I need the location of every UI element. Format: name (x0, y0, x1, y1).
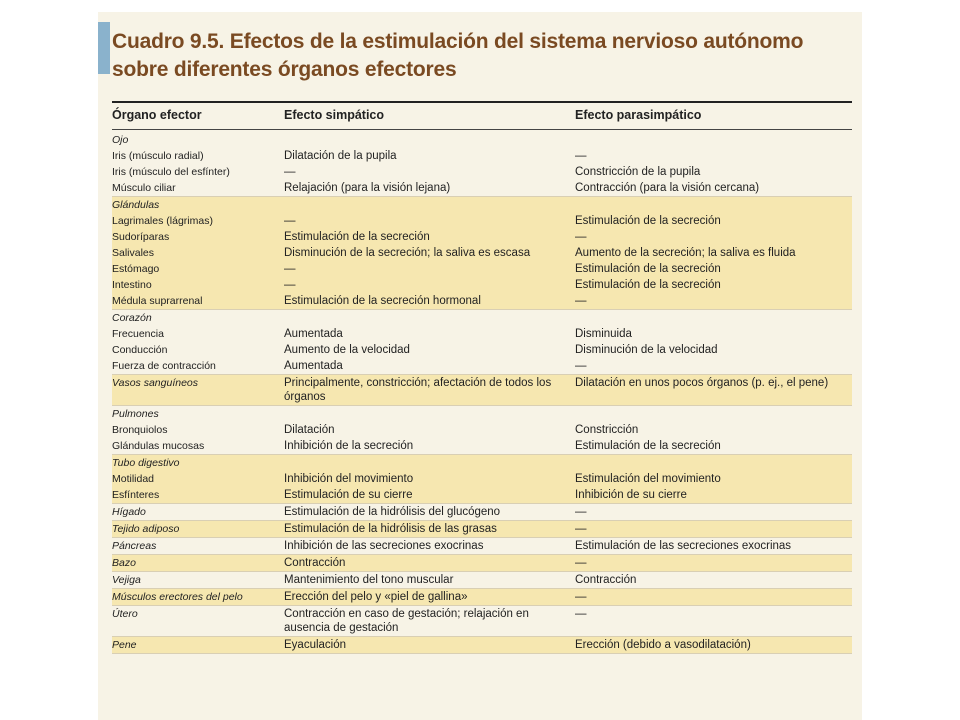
table-row (112, 637, 852, 653)
parasympathetic-cell: Estimulación de la secreción (575, 279, 721, 291)
organ-cell: Frecuencia (112, 328, 164, 340)
organ-cell: Hígado (112, 506, 146, 518)
sympathetic-cell: Estimulación de la hidrólisis del glucógeno (284, 506, 501, 518)
sympathetic-cell: — (284, 166, 296, 178)
title-line-1: Cuadro 9.5. Efectos de la estimulación del sistema nervioso autónomo (112, 30, 804, 53)
parasympathetic-cell: Estimulación de la secreción (575, 215, 721, 227)
table-row (112, 589, 852, 605)
sympathetic-cell: — (284, 263, 296, 275)
table-group (112, 521, 852, 538)
table-group (112, 455, 852, 504)
document-page (98, 12, 862, 720)
organ-group-label: Tubo digestivo (112, 457, 180, 469)
title-line-2: sobre diferentes órganos efectores (112, 58, 457, 81)
parasympathetic-cell: Erección (debido a vasodilatación) (575, 639, 751, 651)
header-organ: Órgano efector (112, 108, 202, 122)
table-row (112, 555, 852, 571)
table-row (112, 180, 852, 196)
organ-cell: Motilidad (112, 473, 155, 485)
parasympathetic-cell: Disminuida (575, 328, 632, 340)
table-row (112, 326, 852, 342)
organ-cell: Iris (músculo del esfínter) (112, 166, 230, 178)
table-row (112, 245, 852, 261)
sympathetic-cell: Eyaculación (284, 639, 347, 651)
sympathetic-cell: — (284, 279, 296, 291)
organ-cell: Lagrimales (lágrimas) (112, 215, 213, 227)
table-group (112, 606, 852, 637)
organ-cell: Conducción (112, 344, 168, 356)
sympathetic-cell: Aumentada (284, 328, 343, 340)
sympathetic-cell: Principalmente, constricción; afectación de todos los órganos (284, 377, 552, 403)
table-row (112, 487, 852, 503)
table-group (112, 637, 852, 654)
sympathetic-cell: Aumento de la velocidad (284, 344, 410, 356)
table-row (112, 572, 852, 588)
table-row (112, 422, 852, 438)
table-row (112, 213, 852, 229)
parasympathetic-cell: Contracción (para la visión cercana) (575, 182, 760, 194)
organ-cell: Páncreas (112, 540, 157, 552)
table-row (112, 538, 852, 554)
sympathetic-cell: Estimulación de la secreción hormonal (284, 295, 481, 307)
table-row (112, 358, 852, 374)
sympathetic-cell: Inhibición de las secreciones exocrinas (284, 540, 484, 552)
parasympathetic-cell: Aumento de la secreción; la saliva es fluida (575, 247, 796, 259)
parasympathetic-cell: — (575, 150, 587, 162)
table-group (112, 504, 852, 521)
sympathetic-cell: Relajación (para la visión lejana) (284, 182, 451, 194)
parasympathetic-cell: Disminución de la velocidad (575, 344, 718, 356)
sympathetic-cell: Dilatación (284, 424, 335, 436)
parasympathetic-cell: — (575, 523, 587, 535)
organ-cell: Esfínteres (112, 489, 160, 501)
sympathetic-cell: Inhibición del movimiento (284, 473, 414, 485)
header-rule (112, 129, 852, 130)
table-group (112, 406, 852, 455)
parasympathetic-cell: Dilatación en unos pocos órganos (p. ej., el pene) (575, 377, 829, 389)
table-title (112, 28, 803, 84)
sympathetic-cell: Estimulación de su cierre (284, 489, 413, 501)
table-group (112, 538, 852, 555)
organ-cell: Salivales (112, 247, 155, 259)
parasympathetic-cell: — (575, 557, 587, 569)
sympathetic-cell: Estimulación de la secreción (284, 231, 430, 243)
table-row (112, 455, 852, 471)
sympathetic-cell: Contracción (284, 557, 346, 569)
organ-group-label: Ojo (112, 134, 129, 146)
parasympathetic-cell: Estimulación de la secreción (575, 440, 721, 452)
effects-table (112, 132, 852, 654)
table-group (112, 132, 852, 197)
organ-cell: Bronquiolos (112, 424, 168, 436)
table-row (112, 438, 852, 454)
table-row (112, 148, 852, 164)
organ-cell: Músculo ciliar (112, 182, 176, 194)
table-row (112, 471, 852, 487)
sympathetic-cell: Estimulación de la hidrólisis de las grasas (284, 523, 497, 535)
parasympathetic-cell: — (575, 295, 587, 307)
organ-group-label: Corazón (112, 312, 152, 324)
organ-cell: Pene (112, 639, 137, 651)
parasympathetic-cell: — (575, 608, 587, 620)
organ-cell: Iris (músculo radial) (112, 150, 204, 162)
parasympathetic-cell: Estimulación del movimiento (575, 473, 721, 485)
table-row (112, 310, 852, 326)
table-group (112, 375, 852, 406)
parasympathetic-cell: Inhibición de su cierre (575, 489, 687, 501)
sympathetic-cell: Disminución de la secreción; la saliva es escasa (284, 247, 531, 259)
sympathetic-cell: Aumentada (284, 360, 343, 372)
organ-cell: Vasos sanguíneos (112, 377, 199, 389)
organ-cell: Sudoríparas (112, 231, 170, 243)
parasympathetic-cell: Constricción de la pupila (575, 166, 701, 178)
sympathetic-cell: — (284, 215, 296, 227)
header-sympathetic: Efecto simpático (284, 108, 385, 122)
table-row (112, 132, 852, 148)
organ-group-label: Glándulas (112, 199, 160, 211)
table-row (112, 342, 852, 358)
sympathetic-cell: Erección del pelo y «piel de gallina» (284, 591, 468, 603)
sympathetic-cell: Mantenimiento del tono muscular (284, 574, 454, 586)
table-row (112, 606, 852, 636)
parasympathetic-cell: — (575, 231, 587, 243)
table-group (112, 555, 852, 572)
parasympathetic-cell: Contracción (575, 574, 637, 586)
organ-cell: Músculos erectores del pelo (112, 591, 243, 603)
parasympathetic-cell: Constricción (575, 424, 639, 436)
table-row (112, 406, 852, 422)
table-row (112, 229, 852, 245)
organ-cell: Glándulas mucosas (112, 440, 205, 452)
sympathetic-cell: Dilatación de la pupila (284, 150, 397, 162)
parasympathetic-cell: — (575, 591, 587, 603)
parasympathetic-cell: — (575, 506, 587, 518)
organ-cell: Bazo (112, 557, 136, 569)
organ-group-label: Pulmones (112, 408, 159, 420)
table-row (112, 293, 852, 309)
top-rule (112, 101, 852, 103)
table-group (112, 197, 852, 310)
table-group (112, 589, 852, 606)
table-row (112, 504, 852, 520)
table-row (112, 375, 852, 405)
organ-cell: Fuerza de contracción (112, 360, 216, 372)
organ-cell: Útero (112, 608, 138, 620)
table-row (112, 277, 852, 293)
table-row (112, 197, 852, 213)
table-row (112, 261, 852, 277)
sympathetic-cell: Inhibición de la secreción (284, 440, 414, 452)
parasympathetic-cell: Estimulación de la secreción (575, 263, 721, 275)
organ-cell: Vejiga (112, 574, 141, 586)
organ-cell: Intestino (112, 279, 152, 291)
table-group (112, 572, 852, 589)
table-row (112, 521, 852, 537)
page-tab-marker (98, 22, 110, 74)
sympathetic-cell: Contracción en caso de gestación; relajación en ausencia de gestación (284, 608, 529, 634)
organ-cell: Médula suprarrenal (112, 295, 203, 307)
header-parasympathetic: Efecto parasimpático (575, 108, 702, 122)
table-group (112, 310, 852, 375)
organ-cell: Tejido adiposo (112, 523, 180, 535)
parasympathetic-cell: Estimulación de las secreciones exocrinas (575, 540, 792, 552)
parasympathetic-cell: — (575, 360, 587, 372)
table-row (112, 164, 852, 180)
organ-cell: Estómago (112, 263, 160, 275)
